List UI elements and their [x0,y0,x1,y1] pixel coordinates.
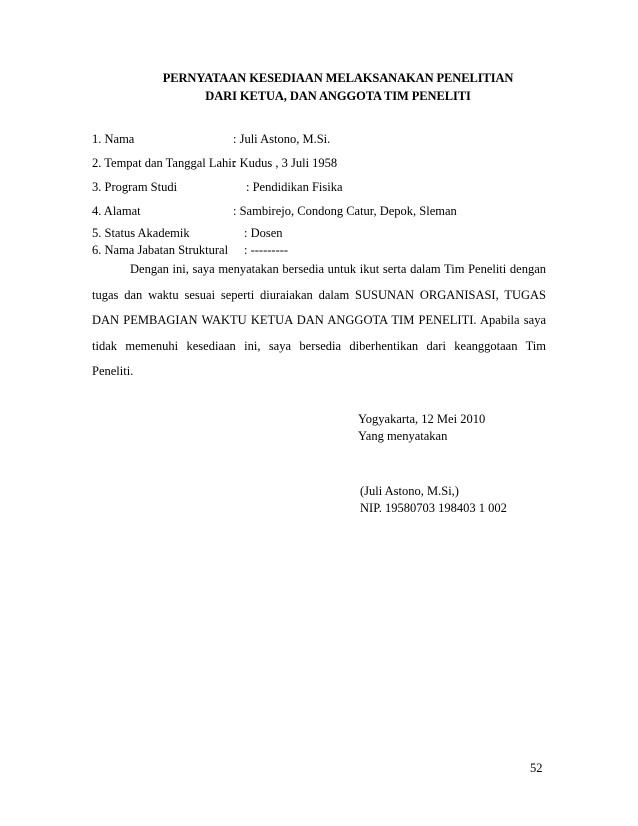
paragraph-line: tidak memenuhi kesediaan ini, saya bersedia diberhentikan dari keanggotaan Tim [92,338,546,353]
paragraph-line: tugas dan waktu sesuai seperti diuraiakan dalam SUSUNAN ORGANISASI, TUGAS [92,287,546,302]
field-value-status-akademik: : Dosen [244,226,283,240]
page-number: 52 [530,761,543,775]
signature-place-date: Yogyakarta, 12 Mei 2010 [358,412,486,426]
document-title-line2: DARI KETUA, DAN ANGGOTA TIM PENELITI [205,89,471,103]
signature-nip: NIP. 19580703 198403 1 002 [360,501,507,515]
signature-statement: Yang menyatakan [358,429,448,443]
field-value-tempat-tanggal-lahir: : Kudus , 3 Juli 1958 [233,156,338,170]
field-label-nama: 1. Nama [92,132,135,146]
field-label-jabatan-struktural: 6. Nama Jabatan Struktural [92,243,229,257]
statement-paragraph [92,257,546,385]
field-value-jabatan-struktural: : --------- [244,243,289,257]
field-label-program-studi: 3. Program Studi [92,180,178,194]
field-value-nama: : Juli Astono, M.Si. [233,132,331,146]
field-label-tempat-tanggal-lahir: 2. Tempat dan Tanggal Lahir [92,156,236,170]
field-value-program-studi: : Pendidikan Fisika [246,180,343,194]
paragraph-line: Dengan ini, saya menyatakan bersedia untuk ikut serta dalam Tim Peneliti dengan [130,262,546,276]
field-value-alamat: : Sambirejo, Condong Catur, Depok, Sleman [233,204,457,218]
paragraph-line: DAN PEMBAGIAN WAKTU KETUA DAN ANGGOTA TIM PENELITI. Apabila saya [92,313,546,327]
paragraph-line: Peneliti. [92,364,134,378]
field-label-status-akademik: 5. Status Akademik [92,226,190,240]
document-title-line1: PERNYATAAN KESEDIAAN MELAKSANAKAN PENELITIAN [162,71,514,85]
field-label-alamat: 4. Alamat [92,204,141,218]
signature-name: (Juli Astono, M.Si,) [360,484,459,498]
